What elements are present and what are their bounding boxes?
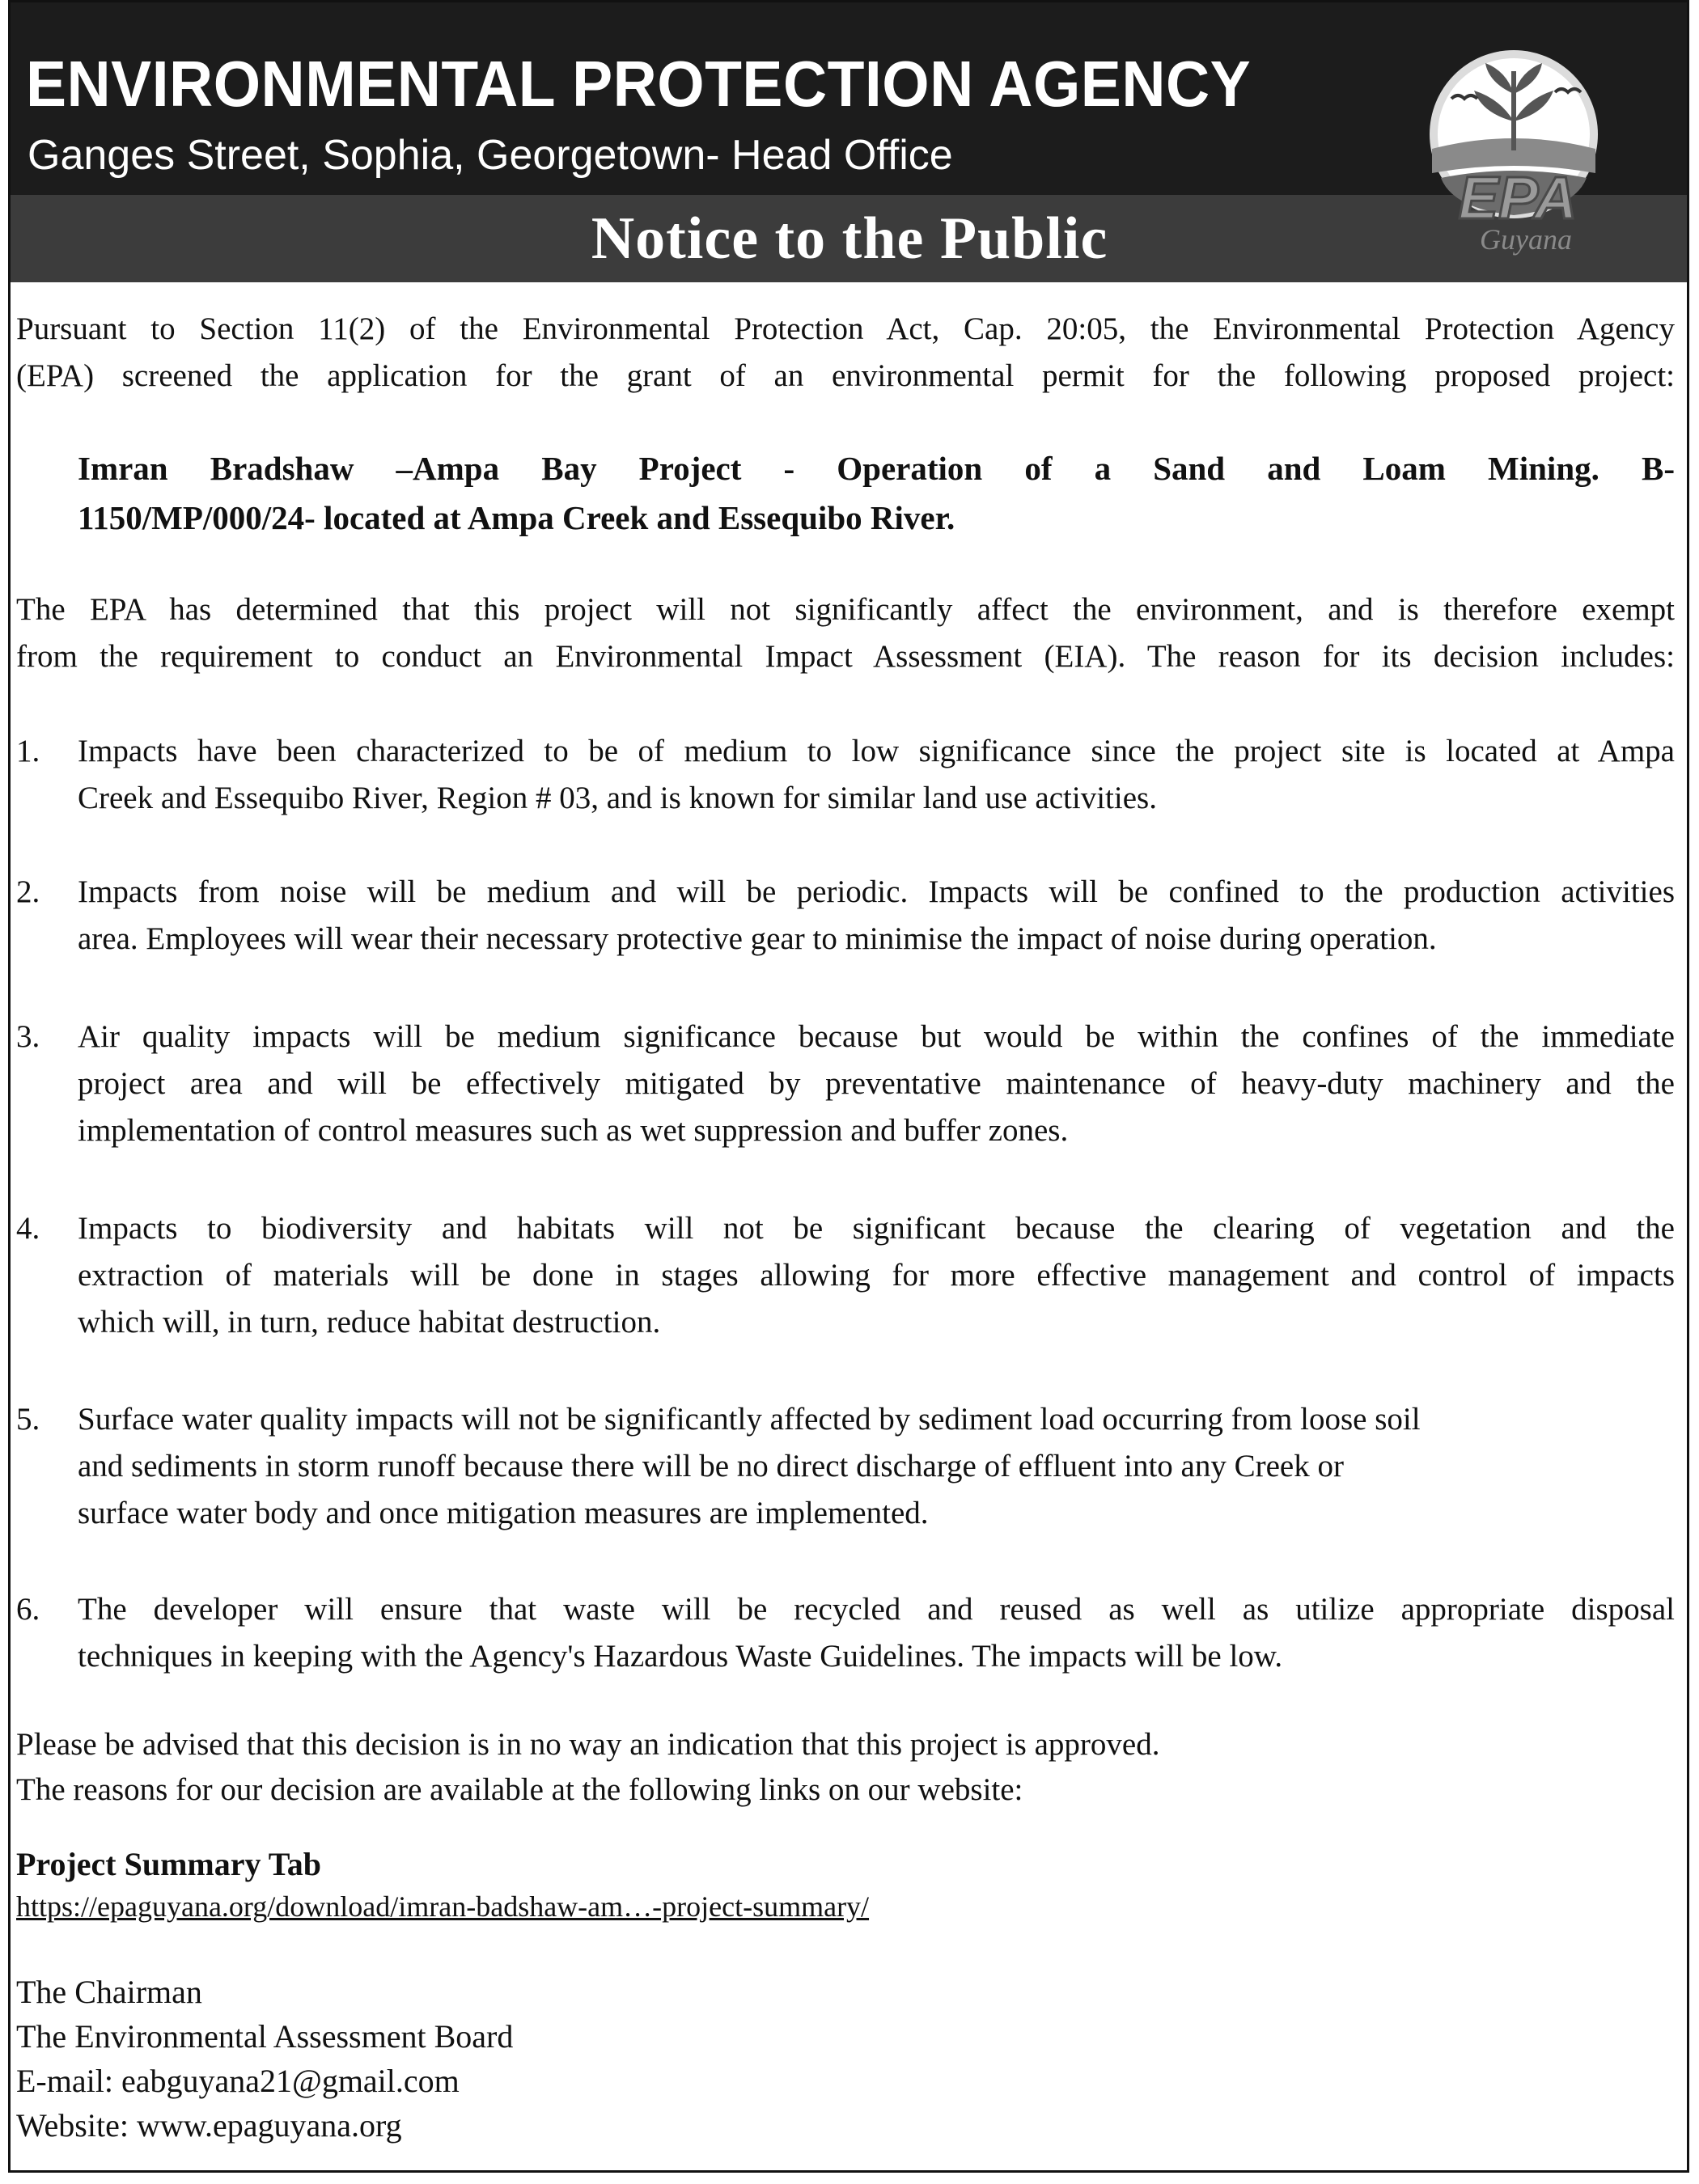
reason-3-line-3: implementation of control measures such as wet suppression and buffer zones. <box>78 1113 1069 1148</box>
intro-line-2: (EPA) screened the application for the grant of an environmental permit for the following proposed project: <box>16 358 1675 393</box>
reason-2-line-1: Impacts from noise will be medium and will be periodic. Impacts will be confined to the production activities <box>78 874 1675 909</box>
advisory-line-2: The reasons for our decision are available at the following links on our website: <box>16 1772 1023 1807</box>
logo-country: Guyana <box>1480 223 1572 256</box>
determination-line-1: The EPA has determined that this project will not significantly affect the environment, and is therefore exempt <box>16 592 1675 627</box>
reason-1-number: 1. <box>16 734 40 768</box>
advisory-line-1: Please be advised that this decision is in no way an indication that this project is approved. <box>16 1727 1160 1762</box>
reason-5-line-3: surface water body and once mitigation measures are implemented. <box>78 1496 929 1530</box>
determination-line-2: from the requirement to conduct an Environmental Impact Assessment (EIA). The reason for its decision includes: <box>16 639 1675 674</box>
reason-6-line-2: techniques in keeping with the Agency's Hazardous Waste Guidelines. The impacts will be low. <box>78 1639 1283 1674</box>
reason-4-line-2: extraction of materials will be done in stages allowing for more effective management and control of impacts <box>78 1258 1675 1293</box>
reason-5-line-2: and sediments in storm runoff because there will be no direct discharge of effluent into any Creek or <box>78 1449 1344 1484</box>
reason-4-number: 4. <box>16 1211 40 1246</box>
reason-3-line-1: Air quality impacts will be medium significance because but would be within the confines of the immediate <box>78 1019 1675 1054</box>
intro-line-1: Pursuant to Section 11(2) of the Environmental Protection Act, Cap. 20:05, the Environmental Protection Agency <box>16 311 1675 346</box>
logo-wordmark: EPA <box>1458 164 1578 231</box>
reason-4-line-1: Impacts to biodiversity and habitats will not be significant because the clearing of vegetation and the <box>78 1211 1675 1246</box>
signatory-title: The Chairman <box>16 1974 202 2010</box>
signatory-board: The Environmental Assessment Board <box>16 2018 514 2055</box>
contact-website: Website: www.epaguyana.org <box>16 2107 402 2144</box>
project-summary-link[interactable]: https://epaguyana.org/download/imran-badshaw-am…-project-summary/ <box>16 1890 870 1923</box>
project-title-line-2: 1150/MP/000/24- located at Ampa Creek and Essequibo River. <box>78 499 955 536</box>
reason-5-number: 5. <box>16 1402 40 1437</box>
reason-3-line-2: project area and will be effectively mitigated by preventative maintenance of heavy-duty machinery and the <box>78 1066 1675 1101</box>
reason-1-line-2: Creek and Essequibo River, Region # 03, and is known for similar land use activities. <box>78 781 1157 815</box>
reason-5-line-1: Surface water quality impacts will not be significantly affected by sediment load occurring from loose soil <box>78 1402 1421 1437</box>
reason-6-line-1: The developer will ensure that waste will be recycled and reused as well as utilize appropriate disposal <box>78 1592 1675 1627</box>
agency-name: ENVIRONMENTAL PROTECTION AGENCY <box>26 48 1252 121</box>
reason-4-line-3: which will, in turn, reduce habitat destruction. <box>78 1305 661 1340</box>
office-address: Ganges Street, Sophia, Georgetown- Head Office <box>28 132 953 179</box>
epa-guyana-logo-icon <box>1405 42 1623 260</box>
project-title-line-1: Imran Bradshaw –Ampa Bay Project - Operation of a Sand and Loam Mining. B- <box>78 450 1675 487</box>
reason-2-line-2: area. Employees will wear their necessary protective gear to minimise the impact of noise during operation. <box>78 921 1437 956</box>
project-summary-heading: Project Summary Tab <box>16 1846 322 1882</box>
contact-email: E-mail: eabguyana21@gmail.com <box>16 2063 460 2099</box>
reason-1-line-1: Impacts have been characterized to be of medium to low significance since the project site is located at Ampa <box>78 734 1675 768</box>
notice-title: Notice to the Public <box>591 205 1108 272</box>
reason-6-number: 6. <box>16 1592 40 1627</box>
reason-3-number: 3. <box>16 1019 40 1054</box>
reason-2-number: 2. <box>16 874 40 909</box>
